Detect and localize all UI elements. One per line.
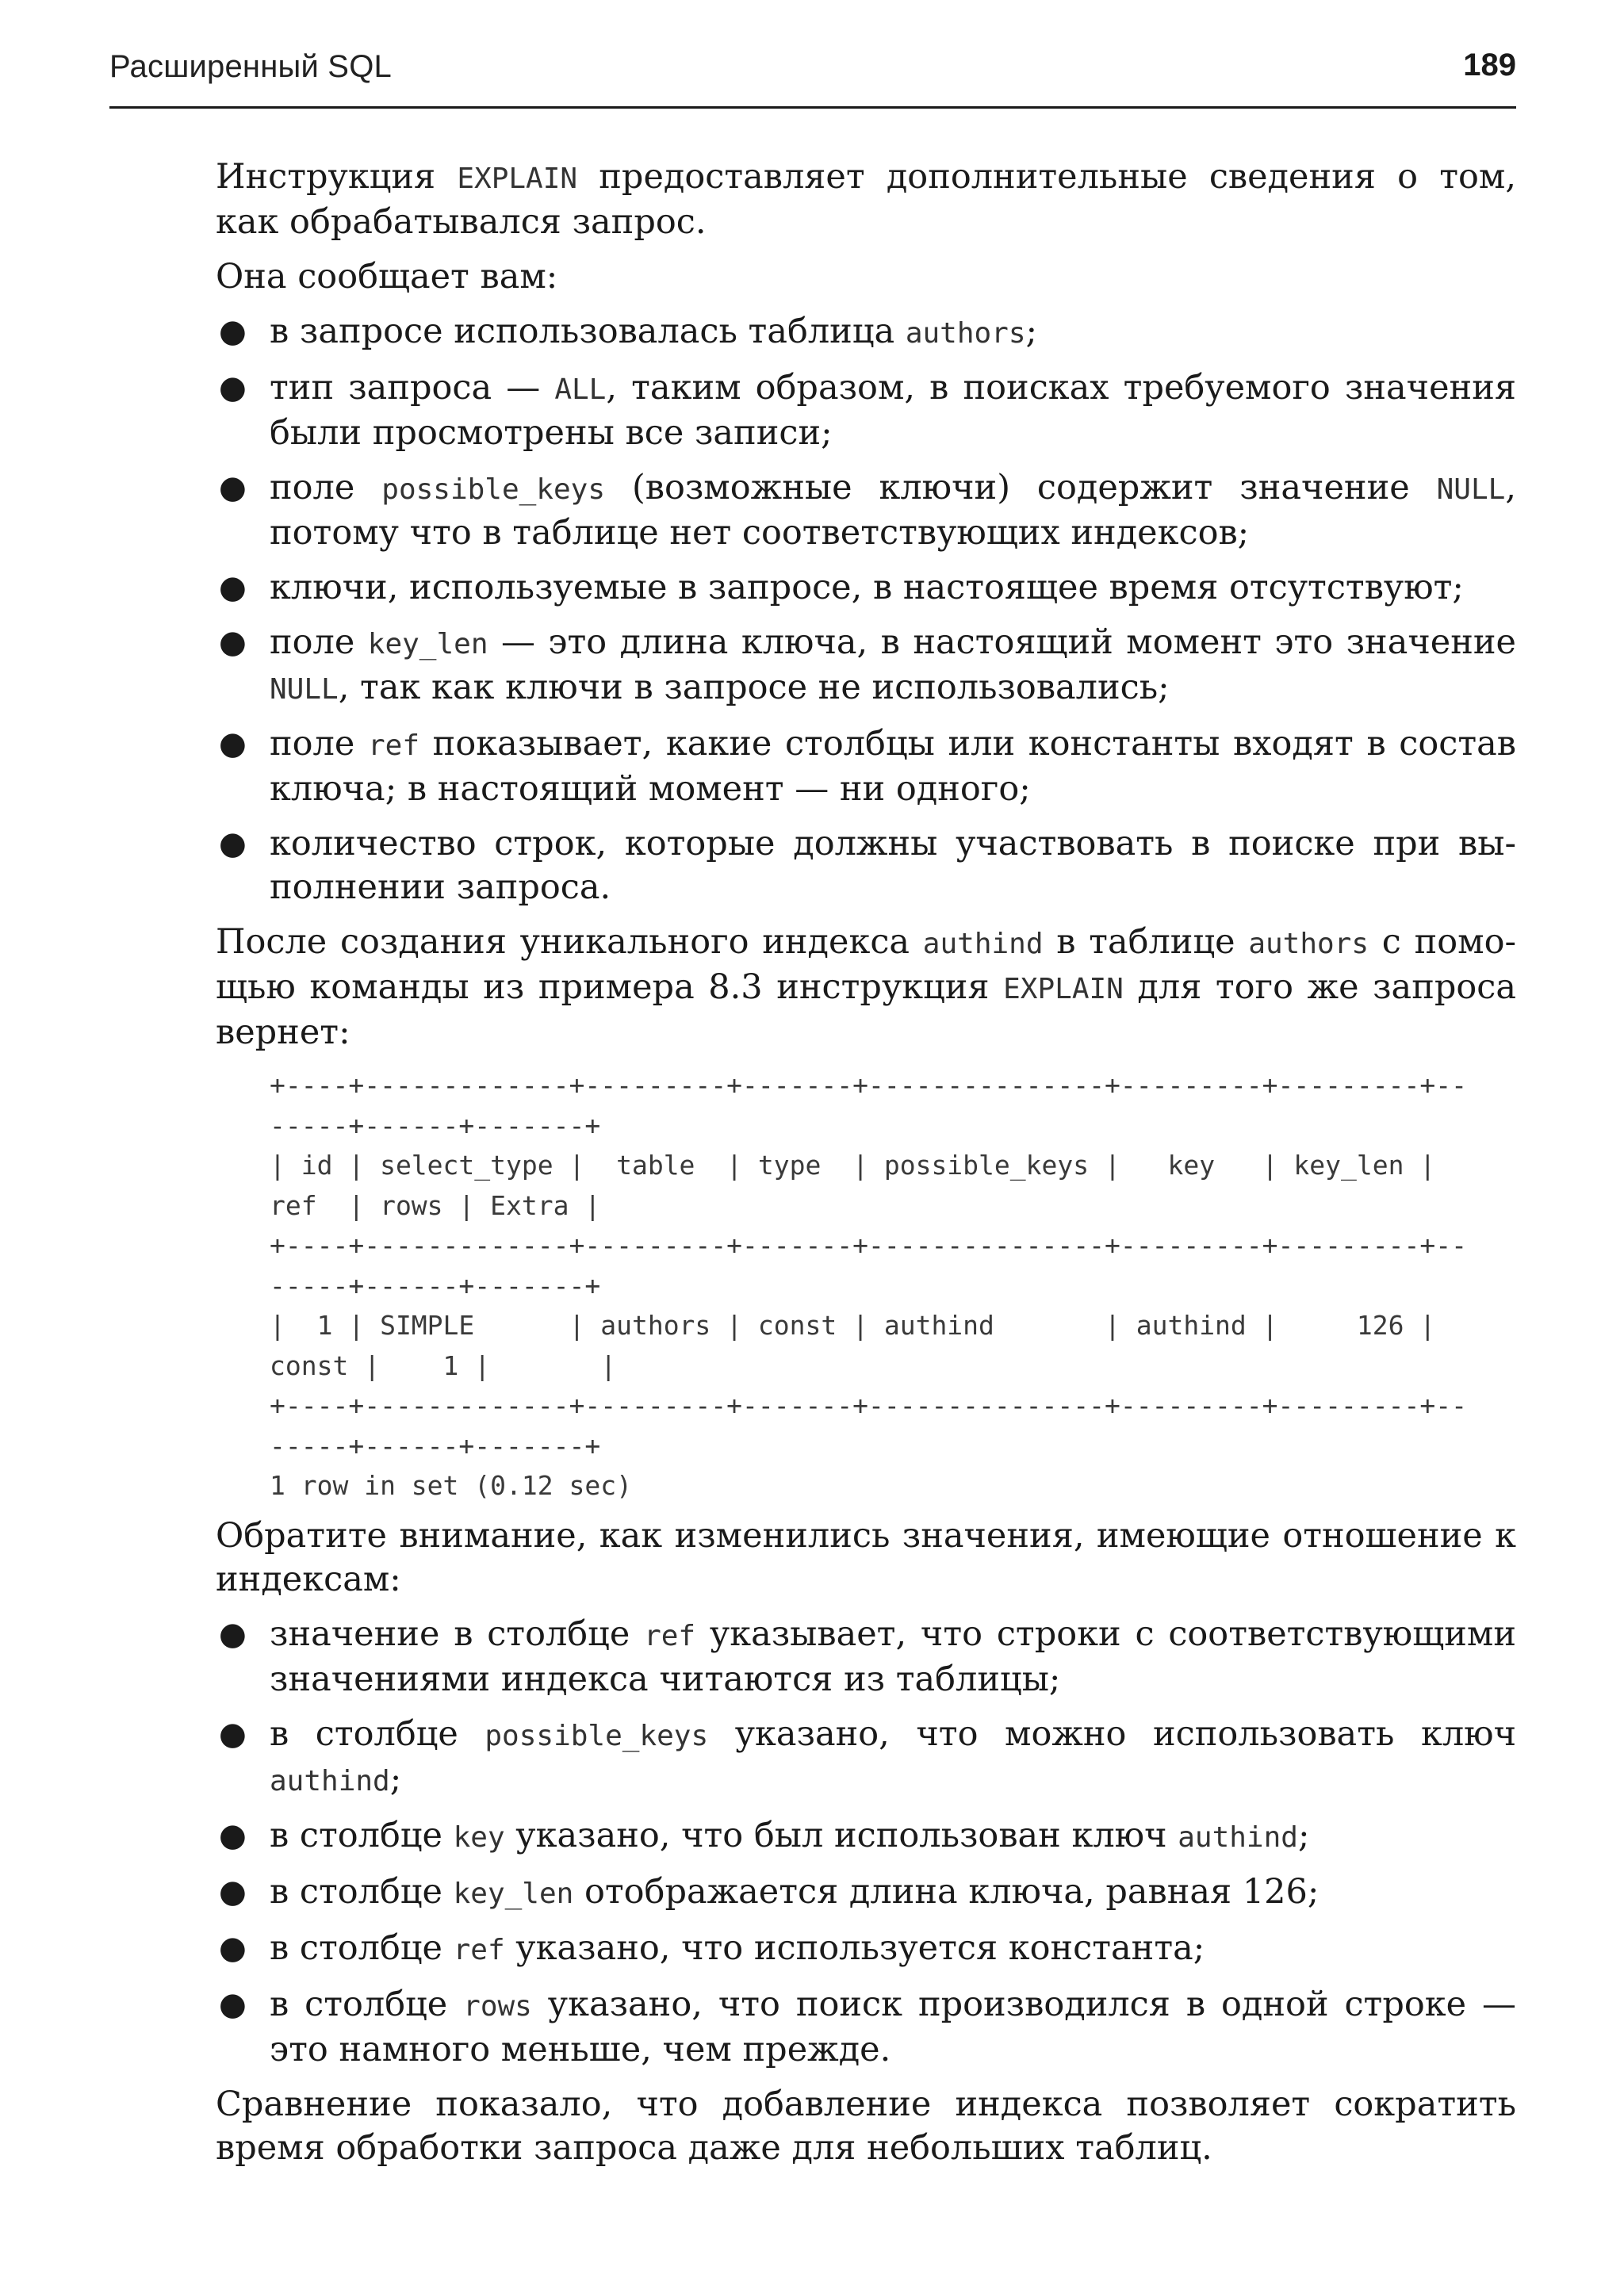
page-body bbox=[216, 155, 1516, 2181]
bullet-icon: ● bbox=[219, 624, 247, 660]
list-item bbox=[216, 722, 1516, 811]
changes-list bbox=[216, 1613, 1516, 2072]
inline-code: EXPLAIN bbox=[457, 163, 578, 195]
bullet-icon: ● bbox=[219, 1929, 247, 1966]
list-item bbox=[216, 566, 1516, 610]
list-item-text: поле key_len — это длина ключа, в настоящий момент это значение NULL, так как ключи в запросе не использовались; bbox=[270, 622, 1516, 707]
chapter-title: Расширенный SQL bbox=[109, 49, 392, 84]
bullet-icon: ● bbox=[219, 1615, 247, 1652]
bullet-icon: ● bbox=[219, 1873, 247, 1910]
bullet-icon: ● bbox=[219, 725, 247, 762]
explain-fields-list bbox=[216, 310, 1516, 909]
inline-code: possible_keys bbox=[381, 473, 606, 506]
bullet-icon: ● bbox=[219, 825, 247, 862]
list-item-text: поле ref показывает, какие столбцы или константы входят в состав ключа; в настоящий момент — ни одного; bbox=[270, 724, 1516, 809]
list-item-text: в столбце possible_keys указано, что можно использовать ключ authind; bbox=[270, 1713, 1516, 1799]
intro-lead-in: Она сообщает вам: bbox=[216, 257, 558, 297]
list-item bbox=[216, 1870, 1516, 1916]
list-item bbox=[216, 621, 1516, 711]
inline-code: ref bbox=[453, 1933, 505, 1966]
inline-code: ref bbox=[367, 729, 420, 762]
inline-code: authind bbox=[922, 928, 1044, 960]
bullet-icon: ● bbox=[219, 1715, 247, 1752]
inline-code: ALL bbox=[554, 373, 607, 406]
inline-code: NULL bbox=[270, 673, 339, 706]
inline-code: possible_keys bbox=[485, 1719, 709, 1752]
bullet-icon: ● bbox=[219, 569, 247, 606]
bullet-icon: ● bbox=[219, 313, 247, 350]
bullet-icon: ● bbox=[219, 469, 247, 506]
list-item bbox=[216, 1927, 1516, 1972]
inline-code: ref bbox=[644, 1619, 696, 1652]
list-item-text: в столбце ref указано, что используется константа; bbox=[270, 1928, 1205, 1968]
list-item-text: поле possible_keys (возможные ключи) содержит значение NULL, потому что в таблице нет соответствующих индексов; bbox=[270, 468, 1516, 553]
list-item-text: тип запроса — ALL, таким образом, в поисках требуемого значения были просмотрены все записи; bbox=[270, 368, 1516, 453]
list-item-text: ключи, используемые в запросе, в настоящее время отсутствуют; bbox=[270, 568, 1464, 607]
notice-paragraph: Обратите внимание, как изменились значения, имеющие отношение к индексам: bbox=[216, 1515, 1516, 1599]
inline-code: authind bbox=[270, 1764, 390, 1797]
list-item-text: в запросе использовалась таблица authors; bbox=[270, 312, 1038, 351]
intro-paragraph: Инструкция EXPLAIN предоставляет дополнительные сведения о том, как обрабатывался запрос. bbox=[216, 157, 1516, 242]
list-item bbox=[216, 1613, 1516, 1702]
after-index-paragraph: После создания уникального индекса authind в таблице authors с помощью команды из примера 8.3 инструкция EXPLAIN для того же запроса вернет: bbox=[216, 922, 1516, 1052]
inline-code: key_len bbox=[453, 1877, 574, 1910]
list-item bbox=[216, 1814, 1516, 1859]
header-divider bbox=[109, 106, 1516, 109]
list-item-text: значение в столбце ref указывает, что строки с соответствующими значениями индекса читаются из таблицы; bbox=[270, 1614, 1516, 1699]
list-item-text: количество строк, которые должны участвовать в поиске при выполнении запроса. bbox=[270, 824, 1516, 907]
inline-code: rows bbox=[463, 1989, 532, 2023]
inline-code: key bbox=[453, 1820, 505, 1854]
list-item bbox=[216, 1983, 1516, 2072]
page-number: 189 bbox=[1463, 48, 1516, 82]
inline-code: NULL bbox=[1436, 473, 1506, 506]
list-item-text: в столбце key_len отображается длина ключа, равная 126; bbox=[270, 1871, 1320, 1912]
inline-code: authors bbox=[1248, 928, 1369, 960]
list-item-text: в столбце key указано, что был использован ключ authind; bbox=[270, 1815, 1310, 1855]
list-item bbox=[216, 822, 1516, 909]
bullet-icon: ● bbox=[219, 369, 247, 406]
list-item-text: в столбце rows указано, что поиск производился в одной строке — это намного меньше, чем прежде. bbox=[270, 1984, 1516, 2069]
list-item bbox=[216, 310, 1516, 355]
bullet-icon: ● bbox=[219, 1817, 247, 1854]
inline-code: EXPLAIN bbox=[1003, 973, 1124, 1005]
list-item bbox=[216, 466, 1516, 555]
running-header bbox=[109, 46, 1516, 94]
list-item bbox=[216, 366, 1516, 455]
list-item bbox=[216, 1713, 1516, 1803]
inline-code: key_len bbox=[367, 628, 488, 660]
conclusion-paragraph: Сравнение показало, что добавление индекса позволяет сократить время обработки запроса даже для небольших таблиц. bbox=[216, 2084, 1516, 2168]
inline-code: authors bbox=[905, 317, 1026, 350]
explain-output-block: +----+-------------+---------+-------+---------------+---------+---------+-- -----+------+-------+ | id | select_type | table | type | possible_keys | key | key_len | ref | rows | Extra | +----+-------------+---------+-------+---------------+---------+---------+-- -----+------+-------+ | 1 | SIMPLE | authors | const | authind | authind | 126 | const | 1 | | +----+-------------+---------+-------+---------------+---------+---------+-- -----+------+-------+ 1 row in set (0.12 sec) bbox=[270, 1070, 1467, 1501]
inline-code: authind bbox=[1178, 1820, 1298, 1854]
bullet-icon: ● bbox=[219, 1985, 247, 2023]
